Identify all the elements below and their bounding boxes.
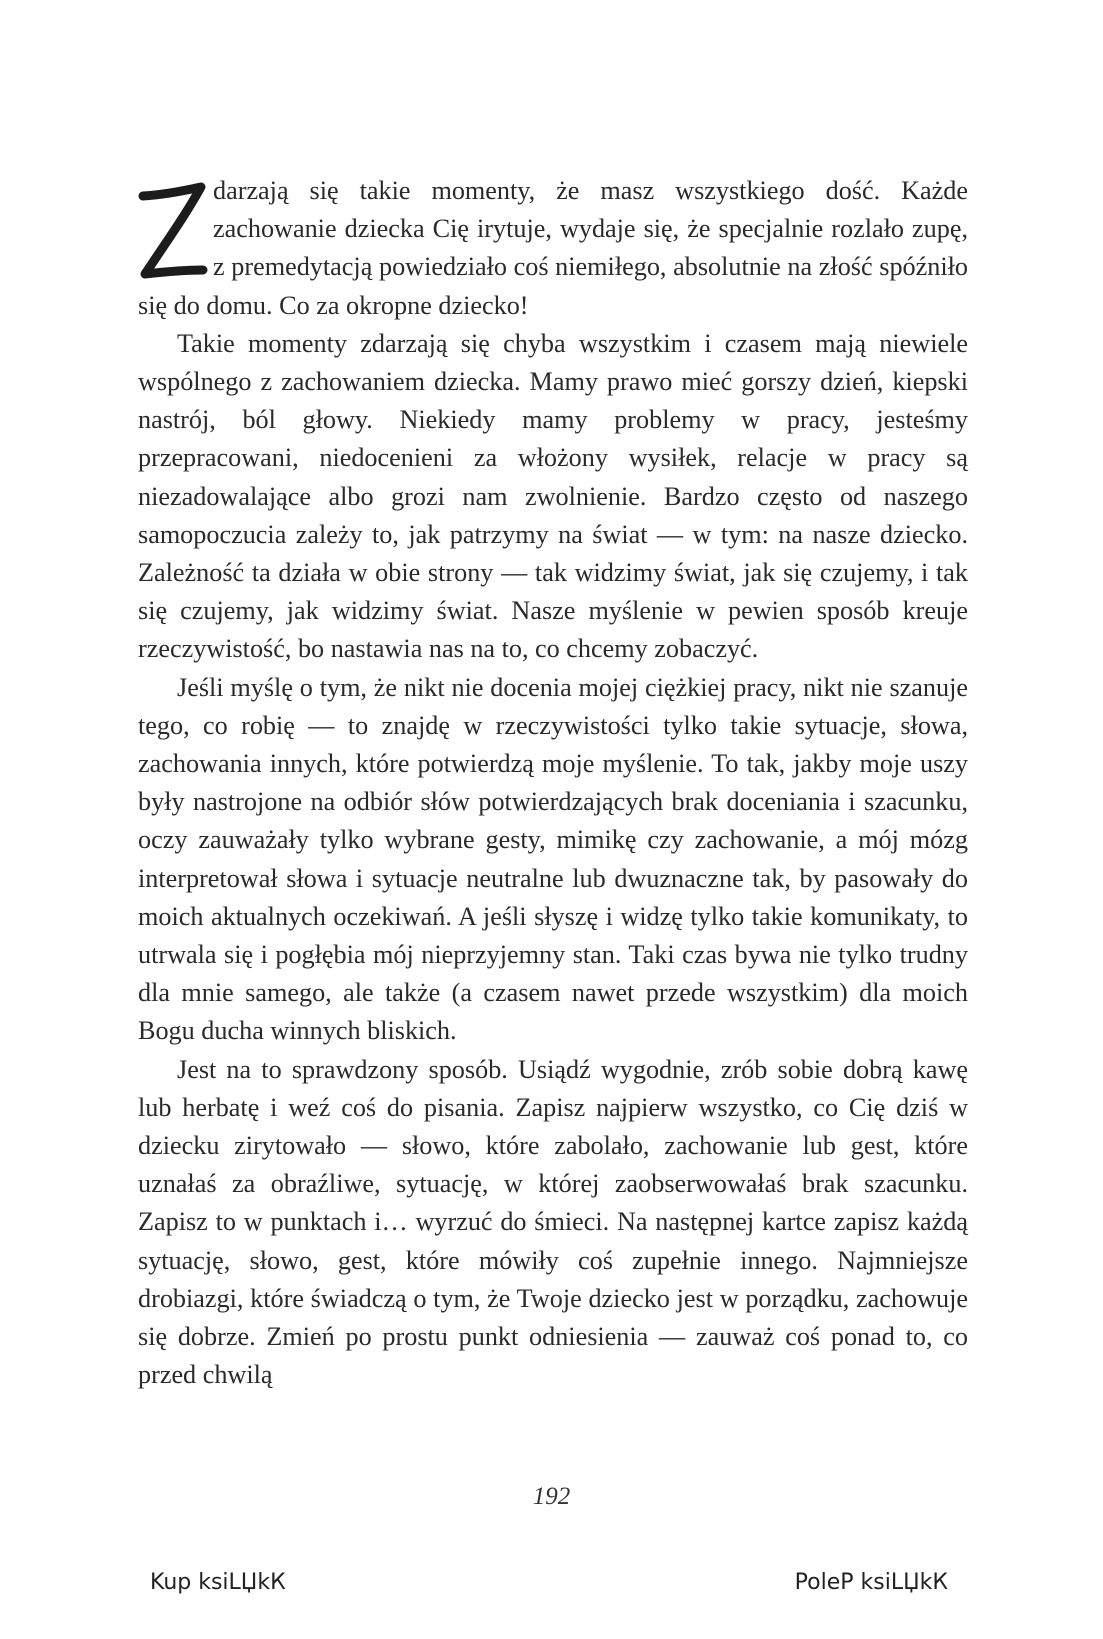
buy-book-link[interactable]: Kup ksiLЏkК — [150, 1570, 286, 1595]
paragraph-4: Jest na to sprawdzony sposób. Usiądź wygodnie, zrób sobie dobrą kawę lub herbatę i weź coś do pisania. Zapisz najpierw wszystko, co Cię dziś w dziecku zirytowało — słowo, które zabolało, zachowanie lub gest, które uznałaś za obraźliwe, sytuację, w której zaobserwowałaś brak szacunku. Zapisz to w punktach i… wyrzuć do śmieci. Na następnej kartce zapisz każdą sytuację, słowo, gest, które mówiły coś zupełnie innego. Najmniejsze drobiazgi, które świadczą o tym, że Twoje dziecko jest w porządku, zachowuje się dobrze. Zmień po prostu punkt odniesienia — zauważ coś ponad to, co przed chwilą — [138, 1054, 968, 1390]
body-text — [138, 172, 968, 1395]
paragraph-3: Jeśli myślę o tym, że nikt nie docenia mojej ciężkiej pracy, nikt nie szanuje tego, co robię — to znajdę w rzeczywistości tylko takie sytuacje, słowa, zachowania innych, które potwierdzą moje myślenie. To tak, jakby moje uszy były nastrojone na odbiór słów potwierdzających brak doceniania i szacunku, oczy zauważały tylko wybrane gesty, mimikę czy zachowanie, a mój mózg interpretował słowa i sytuacje neutralne lub dwuznaczne tak, by pasowały do moich aktualnych oczekiwań. A jeśli słyszę i widzę tylko takie komunikaty, to utrwala się i pogłębia mój nieprzyjemny stan. Taki czas bywa nie tylko trudny dla mnie samego, ale także (a czasem nawet przede wszystkim) dla moich Bogu ducha winnych bliskich. — [138, 672, 968, 1046]
paragraph-1-text: darzają się takie momenty, że masz wszystkiego dość. Każde zachowanie dziecka Cię irytuje, wydaje się, że specjalnie rozlało zupę, z premedytacją powiedziało coś niemiłego, absolutnie na złość spóźniło się do domu. Co za okropne dziecko! — [138, 176, 968, 320]
paragraph-2: Takie momenty zdarzają się chyba wszystkim i czasem mają niewiele wspólnego z zachowaniem dziecka. Mamy prawo mieć gorszy dzień, kiepski nastrój, ból głowy. Niekiedy mamy problemy w pracy, jesteśmy przepracowani, niedocenieni za włożony wysiłek, relacje w pracy są niezadowalające albo grozi nam zwolnienie. Bardzo często od naszego samopoczucia zależy to, jak patrzymy na świat — w tym: na nasze dziecko. Zależność ta działa w obie strony — tak widzimy świat, jak się czujemy, i tak się czujemy, jak widzimy świat. Nasze myślenie w pewien sposób kreuje rzeczywistość, bo nastawia nas na to, co chcemy zobaczyć. — [138, 328, 968, 664]
dropcap-letter-z — [135, 174, 211, 282]
paragraph-1 — [138, 172, 968, 325]
page-number: 192 — [532, 1483, 571, 1510]
recommend-book-link[interactable]: PoleР ksiLЏkК — [794, 1570, 948, 1595]
